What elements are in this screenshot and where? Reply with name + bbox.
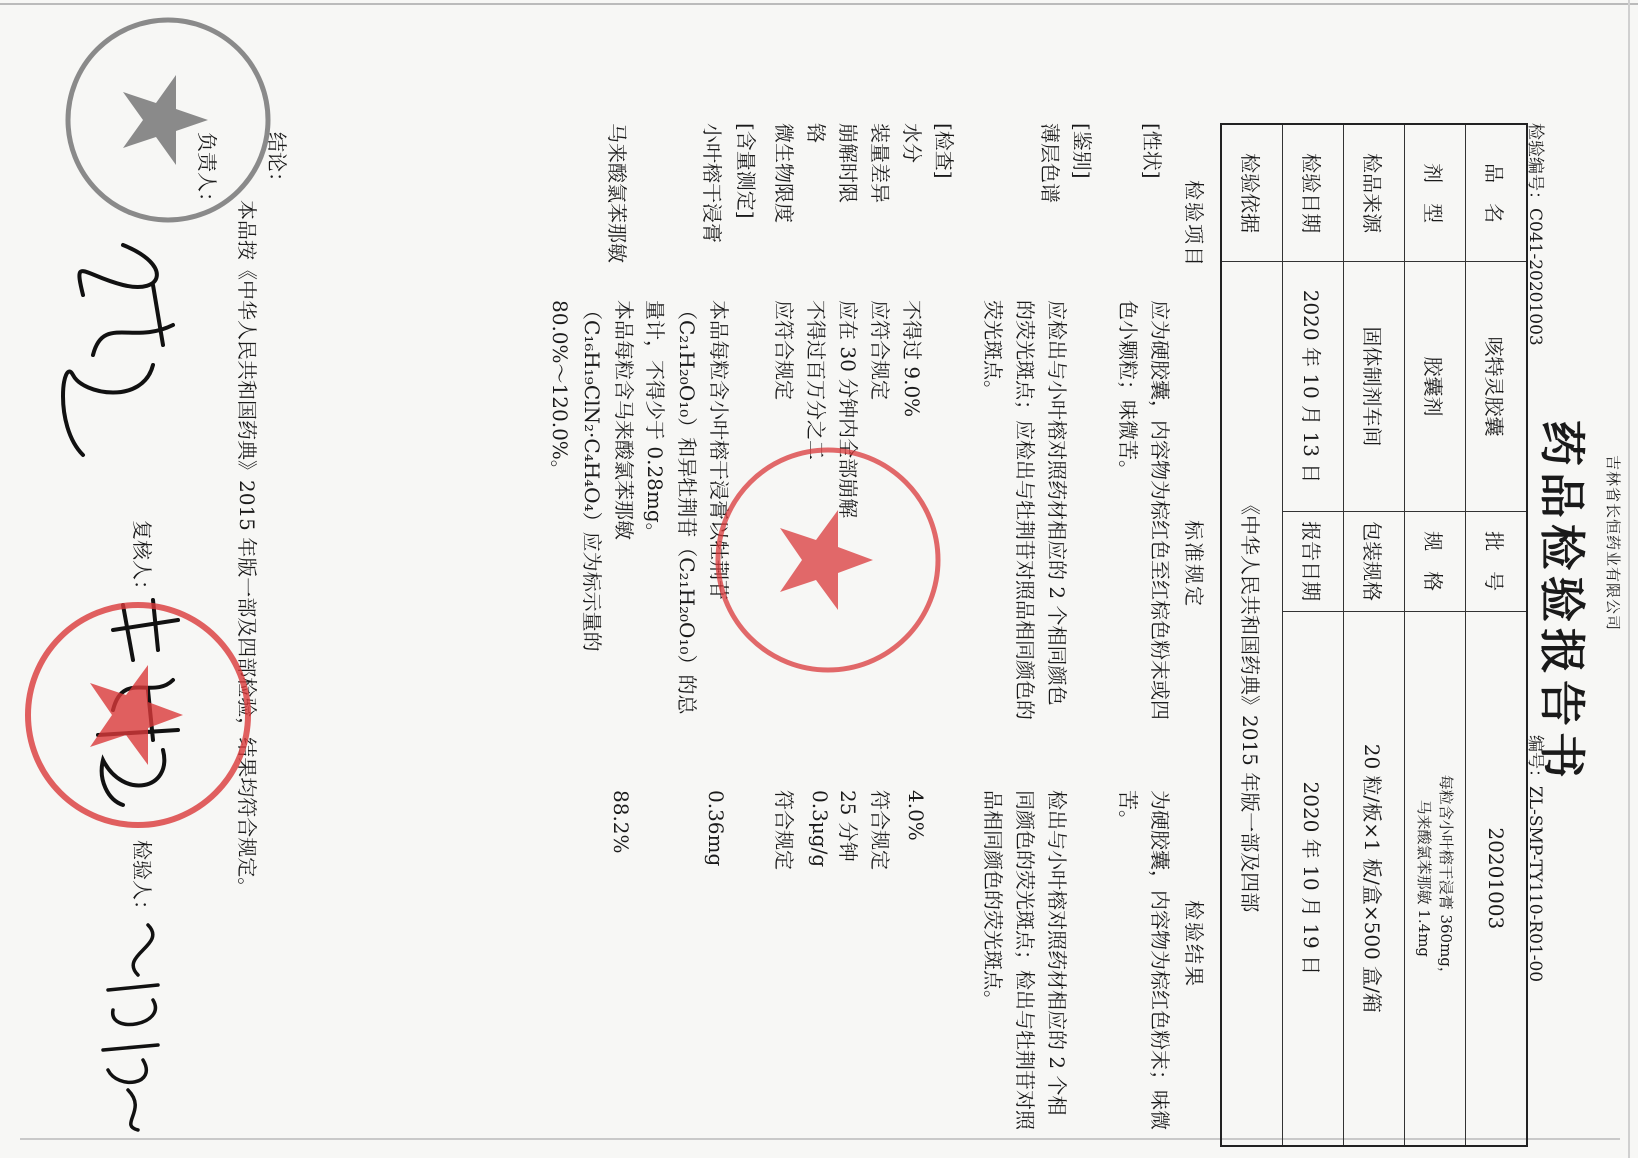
- package-value: 20 粒/板×1 板/盒×500 盒/箱: [1344, 611, 1405, 1146]
- section-identification: [鉴别]: [1070, 123, 1094, 179]
- disintegration-standard: 应在 30 分钟内全部崩解: [836, 300, 860, 519]
- report-date-label: 报告日期: [1283, 511, 1344, 611]
- inspector-label: 检验人：: [130, 840, 154, 920]
- spec-label: 规 格: [1405, 511, 1466, 611]
- extract-standard: 本品每粒含小叶榕干浸膏以牡荆苷（C₂₁H₂₀O₁₀）和异牡荆苷（C₂₁H₂₀O₁₀）的总量计，不得少于 0.28mg。: [643, 300, 731, 715]
- extract-result: 0.36mg: [704, 790, 728, 867]
- dosage-form-label: 剂 型: [1405, 124, 1466, 262]
- section-assay: [含量测定]: [734, 123, 758, 219]
- inspector-signature: [88, 915, 178, 1135]
- product-name-value: 咳特灵胶囊: [1466, 262, 1528, 511]
- table-row: [1344, 124, 1405, 1146]
- reviewer-label: 复核人：: [130, 520, 154, 600]
- tlc-result: 检出与小叶榕对照药材相应的 2 个相同颜色的荧光斑点；检出与牡荆苷对照品相同颜色的荧光斑点。: [981, 790, 1069, 1130]
- batch-label: 批 号: [1466, 511, 1528, 611]
- report-title: 药品检验报告书: [1535, 420, 1589, 784]
- cpm-standard: 本品每粒含马来酸氯苯那敏（C₁₆H₁₉ClN₂·C₄H₄O₄）应为标示量的 80.0%～120.0%。: [548, 300, 636, 652]
- microbial-standard: 应符合规定: [772, 300, 796, 400]
- company-name: 吉林省长恒药业有限公司: [1604, 455, 1622, 632]
- company-quality-stamp: [18, 595, 258, 835]
- inspect-date-label: 检验日期: [1283, 124, 1344, 262]
- report-date-value: 2020 年 10 月 19 日: [1283, 611, 1344, 1146]
- table-row: [1466, 124, 1528, 1146]
- form-number: 编号：ZL-SMP-TY110-R01-00: [1525, 735, 1545, 983]
- fill-result: 符合规定: [868, 790, 892, 870]
- basis-value: 《中华人民共和国药典》2015 年版一部及四部: [1221, 262, 1283, 1146]
- water-item: 水分: [900, 123, 924, 163]
- conclusion-label: 结论：: [265, 132, 289, 192]
- tlc-standard: 应检出与小叶榕对照药材相应的 2 个相同颜色的荧光斑点；应检出与牡荆苷对照品相同颜色的荧光斑点。: [981, 300, 1069, 720]
- disintegration-item: 崩解时限: [836, 123, 860, 203]
- microbial-result: 符合规定: [772, 790, 796, 870]
- inspect-date-value: 2020 年 10 月 13 日: [1283, 262, 1344, 511]
- responsible-signature: [43, 225, 193, 465]
- microbial-item: 微生物限度: [772, 123, 796, 223]
- extract-item: 小叶榕干浸膏: [700, 123, 724, 243]
- column-header-result: 检验结果: [1182, 900, 1206, 988]
- report-number: 检验编号：C041-20201003: [1525, 123, 1545, 346]
- cpm-item: 马来酸氯苯那敏: [605, 123, 629, 263]
- chromium-standard: 不得过百万分之二: [804, 300, 828, 460]
- tlc-item: 薄层色谱: [1038, 123, 1062, 203]
- source-value: 固体制剂车间: [1344, 262, 1405, 511]
- cpm-result: 88.2%: [609, 790, 633, 854]
- batch-value: 20201003: [1466, 611, 1528, 1146]
- basis-label: 检验依据: [1221, 124, 1283, 262]
- fill-item: 装量差异: [868, 123, 892, 203]
- table-row: [1221, 124, 1283, 1146]
- qa-stamp-grey: [48, 0, 288, 240]
- fill-standard: 应符合规定: [868, 300, 892, 400]
- column-header-item: 检验项目: [1182, 180, 1206, 268]
- registration-stamp: [708, 440, 948, 680]
- chromium-result: 0.3μg/g: [808, 790, 832, 868]
- source-label: 检品来源: [1344, 124, 1405, 262]
- water-result: 4.0%: [904, 790, 928, 841]
- water-standard: 不得过 9.0%: [900, 300, 924, 418]
- table-row: [1283, 124, 1344, 1146]
- package-label: 包装规格: [1344, 511, 1405, 611]
- spec-line-2: 马来酸氯苯那敏 1.4mg: [1415, 799, 1433, 958]
- properties-result: 为硬胶囊，内容物为棕红色粉末；味微苦。: [1116, 790, 1172, 1130]
- section-properties: [性状]: [1140, 123, 1164, 179]
- section-tests: [检查]: [932, 123, 956, 179]
- column-header-standard: 标准规定: [1182, 520, 1206, 608]
- dosage-form-value: 胶囊剂: [1405, 262, 1466, 511]
- conclusion-text: 本品按《中华人民共和国药典》2015 年版一部及四部检验，结果均符合规定。: [235, 200, 259, 898]
- responsible-label: 负责人：: [195, 132, 219, 212]
- chromium-item: 铬: [804, 123, 828, 143]
- table-row: [1405, 124, 1466, 1146]
- product-name-label: 品 名: [1466, 124, 1528, 262]
- spec-value: [1405, 611, 1466, 1146]
- spec-line-1: 每粒含小叶榕干浸膏 360mg，: [1437, 774, 1455, 982]
- properties-standard: 应为硬胶囊，内容物为棕红色至红棕色粉末或四色小颗粒；味微苦。: [1116, 300, 1172, 720]
- info-table: [1220, 123, 1528, 1147]
- disintegration-result: 25 分钟: [836, 790, 860, 862]
